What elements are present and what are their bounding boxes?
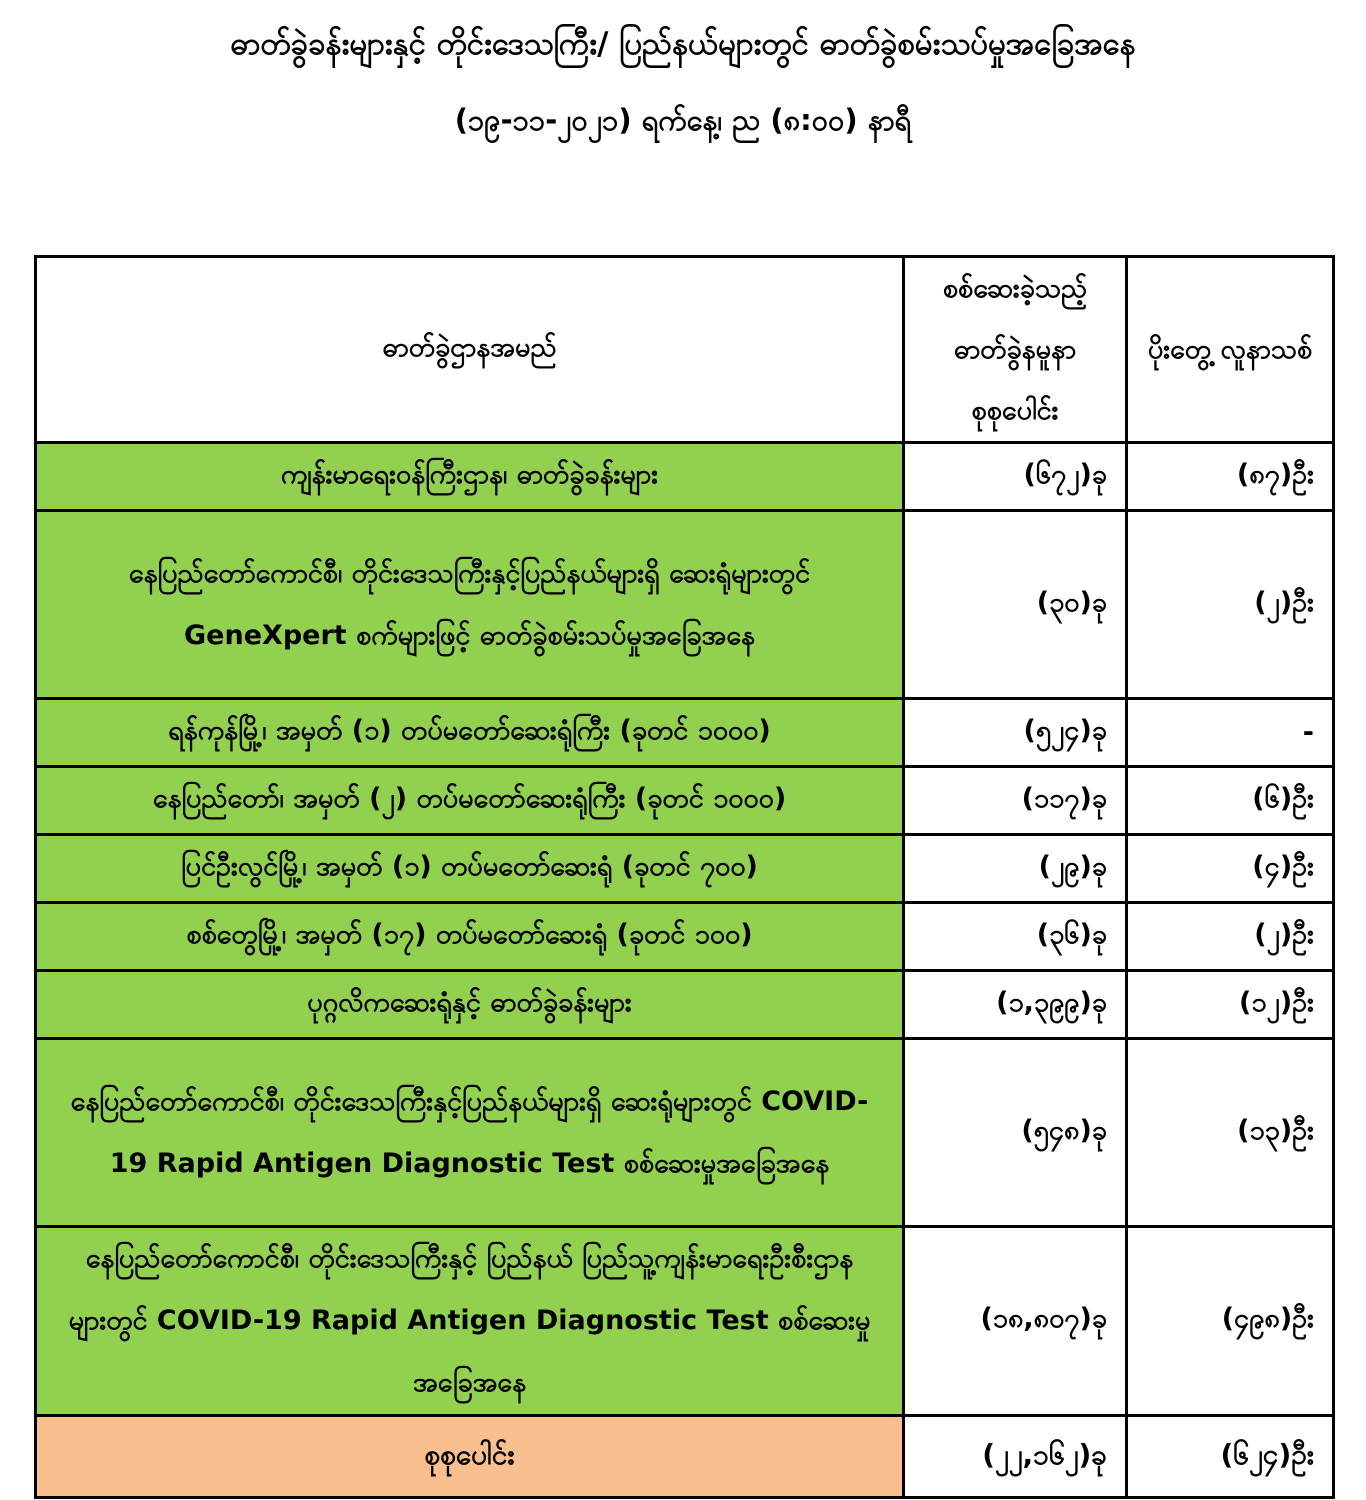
- positives-cell: (၆)ဦး: [1127, 767, 1334, 835]
- samples-cell: (၃၀)ခု: [904, 511, 1127, 699]
- table-header-row: [36, 257, 1334, 443]
- report-title-block: [0, 0, 1366, 145]
- lab-name-cell: စစ်တွေမြို့၊ အမှတ် (၁၇) တပ်မတော်ဆေးရုံ (ခုတင် ၁၀၀): [36, 903, 904, 971]
- samples-cell: (၆၇၂)ခု: [904, 443, 1127, 511]
- report-title: ဓာတ်ခွဲခန်းများနှင့် တိုင်းဒေသကြီး/ ပြည်နယ်များတွင် ဓာတ်ခွဲစမ်းသပ်မှုအခြေအနေ: [230, 26, 1136, 62]
- positives-cell: (၄၉၈)ဦး: [1127, 1227, 1334, 1416]
- samples-cell: (၁၈,၈၀၇)ခု: [904, 1227, 1127, 1416]
- positives-cell: -: [1127, 699, 1334, 767]
- table-row: [36, 971, 1334, 1039]
- total-label-cell: စုစုပေါင်း: [36, 1416, 904, 1498]
- table-row: [36, 1227, 1334, 1416]
- samples-cell: (၅၂၄)ခု: [904, 699, 1127, 767]
- total-row: [36, 1416, 1334, 1498]
- header-new-positive-cases: ပိုးတွေ့ လူနာသစ်: [1127, 257, 1334, 443]
- total-positives-cell: (၆၂၄)ဦး: [1127, 1416, 1334, 1498]
- samples-cell: (၃၆)ခု: [904, 903, 1127, 971]
- lab-name-cell: နေပြည်တော်ကောင်စီ၊ တိုင်းဒေသကြီးနှင့်ပြည်နယ်များရှိ ဆေးရုံများတွင် GeneXpert စက်များဖြင့် ဓာတ်ခွဲစမ်းသပ်မှုအခြေအနေ: [36, 511, 904, 699]
- lab-name-cell: နေပြည်တော်၊ အမှတ် (၂) တပ်မတော်ဆေးရုံကြီး (ခုတင် ၁၀၀၀): [36, 767, 904, 835]
- positives-cell: (၈၇)ဦး: [1127, 443, 1334, 511]
- lab-testing-table: [34, 255, 1335, 1499]
- samples-cell: (၁၁၇)ခု: [904, 767, 1127, 835]
- samples-cell: (၁,၃၉၉)ခု: [904, 971, 1127, 1039]
- lab-name-cell: ပြင်ဦးလွင်မြို့၊ အမှတ် (၁) တပ်မတော်ဆေးရုံ (ခုတင် ၇၀၀): [36, 835, 904, 903]
- lab-name-cell: ရန်ကုန်မြို့၊ အမှတ် (၁) တပ်မတော်ဆေးရုံကြီး (ခုတင် ၁၀၀၀): [36, 699, 904, 767]
- lab-name-cell: ကျန်းမာရေးဝန်ကြီးဌာန၊ ဓာတ်ခွဲခန်းများ: [36, 443, 904, 511]
- table-row: [36, 767, 1334, 835]
- positives-cell: (၄)ဦး: [1127, 835, 1334, 903]
- table-row: [36, 443, 1334, 511]
- positives-cell: (၁၂)ဦး: [1127, 971, 1334, 1039]
- positives-cell: (၁၃)ဦး: [1127, 1039, 1334, 1227]
- table-row: [36, 903, 1334, 971]
- samples-cell: (၂၉)ခု: [904, 835, 1127, 903]
- lab-name-cell: နေပြည်တော်ကောင်စီ၊ တိုင်းဒေသကြီးနှင့်ပြည်နယ်များရှိ ဆေးရုံများတွင် COVID-19 Rapid Antigen Diagnostic Test စစ်ဆေးမှုအခြေအနေ: [36, 1039, 904, 1227]
- lab-name-cell: နေပြည်တော်ကောင်စီ၊ တိုင်းဒေသကြီးနှင့် ပြည်နယ် ပြည်သူ့ကျန်းမာရေးဦးစီးဌာနများတွင် COVID-19 Rapid Antigen Diagnostic Test စစ်ဆေးမှုအခြေအနေ: [36, 1227, 904, 1416]
- lab-name-cell: ပုဂ္ဂလိကဆေးရုံနှင့် ဓာတ်ခွဲခန်းများ: [36, 971, 904, 1039]
- table-row: [36, 835, 1334, 903]
- header-lab-name: ဓာတ်ခွဲဌာနအမည်: [36, 257, 904, 443]
- total-samples-cell: (၂၂,၁၆၂)ခု: [904, 1416, 1127, 1498]
- positives-cell: (၂)ဦး: [1127, 511, 1334, 699]
- samples-cell: (၅၄၈)ခု: [904, 1039, 1127, 1227]
- header-total-samples-tested: စစ်ဆေးခဲ့သည့် ဓာတ်ခွဲနမူနာ စုစုပေါင်း: [904, 257, 1127, 443]
- table-row: [36, 511, 1334, 699]
- report-date-time: (၁၉-၁၁-၂၀၂၁) ရက်နေ့၊ ည (၈:၀၀) နာရီ: [454, 102, 912, 137]
- positives-cell: (၂)ဦး: [1127, 903, 1334, 971]
- table-row: [36, 699, 1334, 767]
- table-row: [36, 1039, 1334, 1227]
